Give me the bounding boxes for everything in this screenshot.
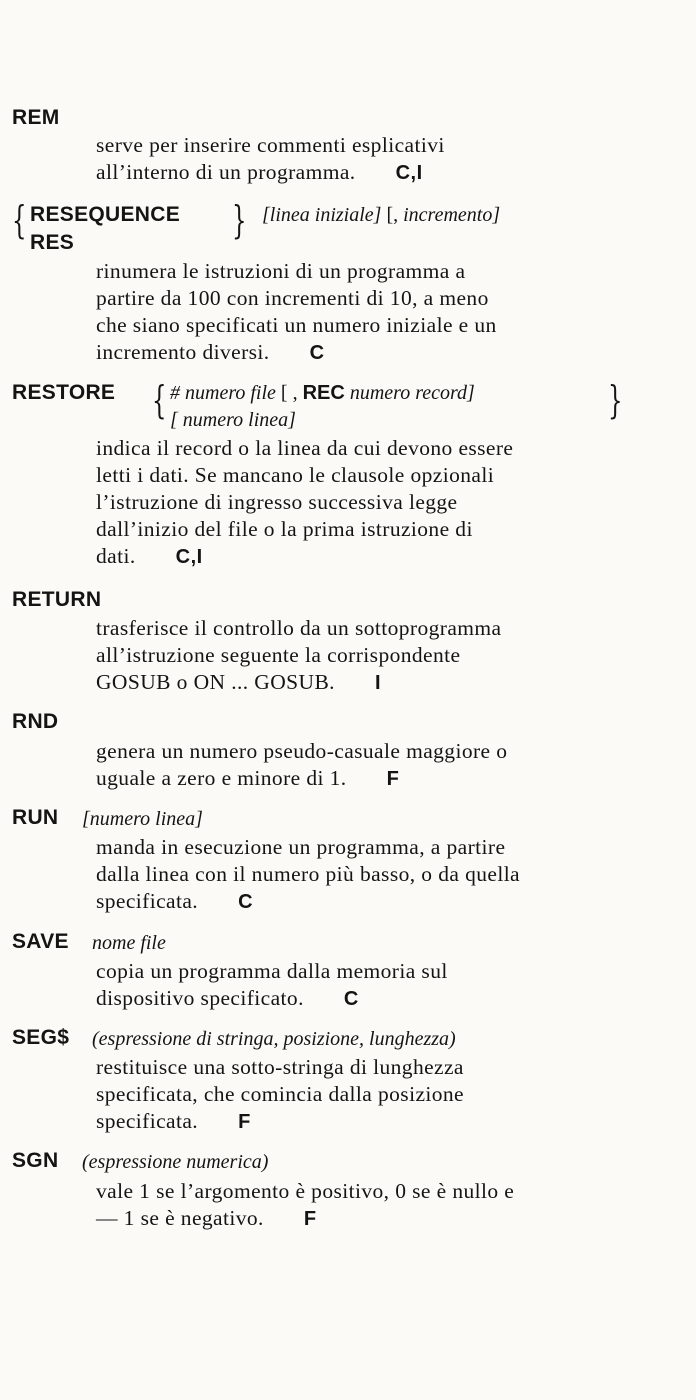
applicability-code: C [309,342,325,364]
applicability-code: I [374,672,382,694]
description-return [96,615,666,697]
description-line: specificata, che comincia dalla posizione [96,1082,465,1106]
description-line: indica il record o la linea da cui devono essere [96,436,514,460]
description-line: uguale a zero e minore di 1. [96,766,347,790]
applicability-code: C,I [395,162,423,184]
right-brace: } [232,198,247,242]
description-line: dalla linea con il numero più basso, o da quella [96,862,521,886]
description-line: trasferisce il controllo da un sottoprogramma [96,616,502,640]
description-line: specificata. [96,889,199,913]
keyword-seg: SEG$ [12,1026,70,1049]
description-rem [96,132,666,187]
description-line: l’istruzione di ingresso successiva legge [96,490,458,514]
keyword-rnd: RND [12,710,59,733]
applicability-code: F [238,1111,251,1133]
description-line: che siano specificati un numero iniziale e un [96,313,497,337]
keyword-res: RES [30,231,75,254]
syntax-seg: (espressione di stringa, posizione, lunghezza) [92,1028,456,1050]
description-save [96,958,666,1013]
applicability-code: C [238,891,254,913]
applicability-code: F [303,1208,317,1230]
syntax-save: nome file [92,932,166,954]
description-line: dati. [96,544,136,568]
right-brace: } [608,378,623,422]
description-line: — 1 se è negativo. [96,1206,264,1230]
left-brace: { [152,378,167,422]
description-line: copia un programma dalla memoria sul [96,959,448,983]
syntax-sgn: (espressione numerica) [82,1151,269,1173]
description-line: dispositivo specificato. [96,986,304,1010]
description-line: GOSUB o ON ... GOSUB. [96,670,335,694]
description-restore [96,435,666,571]
description-line: all’interno di un programma. [96,160,356,184]
keyword-restore: RESTORE [12,381,116,404]
applicability-code: F [386,768,400,790]
description-seg [96,1054,666,1136]
keyword-return: RETURN [12,588,102,611]
keyword-run: RUN [12,806,59,829]
keyword-save: SAVE [12,930,69,953]
description-line: restituisce una sotto-stringa di lunghezza [96,1055,464,1079]
applicability-code: C,I [175,546,203,568]
description-line: genera un numero pseudo-casuale maggiore o [96,739,508,763]
keyword-rem: REM [12,106,60,129]
description-line: partire da 100 con incrementi di 10, a meno [96,286,489,310]
description-line: rinumera le istruzioni di un programma a [96,259,466,283]
description-resequence [96,258,666,367]
syntax-restore-line-2: [ numero linea] [170,409,296,431]
description-line: specificata. [96,1109,199,1133]
description-line: letti i dati. Se mancano le clausole opzionali [96,463,495,487]
description-sgn [96,1178,666,1233]
description-line: manda in esecuzione un programma, a partire [96,835,506,859]
description-line: serve per inserire commenti esplicativi [96,133,445,157]
syntax-restore-line-1: # numero file [ , REC numero record] [170,382,475,404]
applicability-code: C [343,988,359,1010]
keyword-resequence: RESEQUENCE [30,203,181,226]
syntax-run: [numero linea] [82,808,203,830]
left-brace: { [12,198,27,242]
description-line: dall’inizio del file o la prima istruzione di [96,517,473,541]
description-rnd [96,738,666,793]
description-line: vale 1 se l’argomento è positivo, 0 se è nullo e [96,1179,515,1203]
description-run [96,834,666,916]
description-line: incremento diversi. [96,340,270,364]
description-line: all’istruzione seguente la corrispondente [96,643,461,667]
keyword-sgn: SGN [12,1149,59,1172]
syntax-resequence: [linea iniziale] [, incremento] [262,204,501,226]
